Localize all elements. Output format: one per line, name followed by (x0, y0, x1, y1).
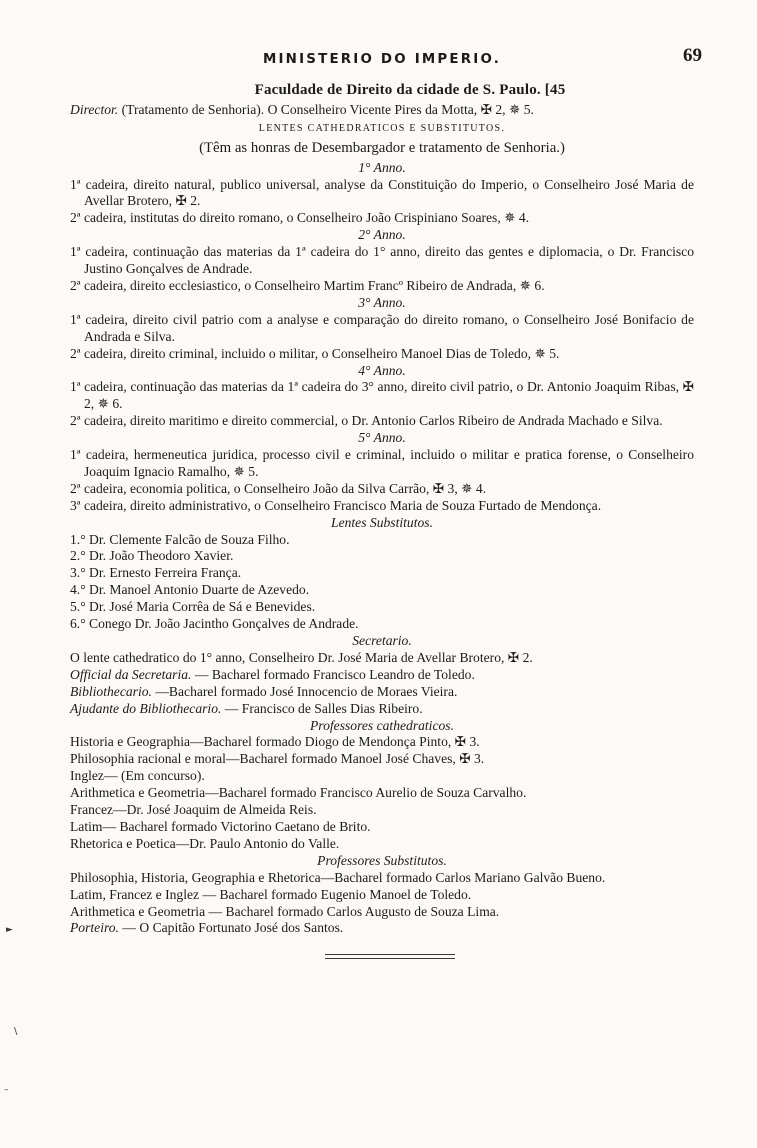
list-item: Historia e Geographia—Bacharel formado Diogo de Mendonça Pinto, ✠ 3. (70, 734, 480, 750)
porteiro-text: — O Capitão Fortunato José dos Santos. (118, 920, 344, 936)
official-label: Official da Secretaria. (70, 666, 192, 682)
list-item: Arithmetica e Geometria—Bacharel formado Francisco Aurelio de Souza Carvalho. (70, 785, 527, 801)
list-item: Rhetorica e Poetica—Dr. Paulo Antonio do Valle. (70, 835, 340, 851)
year-4-chair-2: 2ª cadeira, direito maritimo e direito commercial, o Dr. Antonio Carlos Ribeiro de Andrada Machado e Silva. (70, 413, 663, 429)
margin-dash-icon: – (4, 1085, 9, 1095)
list-item: 5.° Dr. José Maria Corrêa de Sá e Benevides. (70, 599, 316, 615)
librarian-text: —Bacharel formado José Innocencio de Moraes Vieira. (151, 683, 458, 699)
year-4-heading: 4° Anno. (358, 362, 406, 378)
official-text: — Bacharel formado Francisco Leandro de Toledo. (191, 666, 475, 682)
year-2-chair-2: 2ª cadeira, direito ecclesiastico, o Conselheiro Martim Francº Ribeiro de Andrada, ✵ 6. (70, 277, 545, 293)
list-item: Inglez— (Em concurso). (70, 768, 205, 784)
list-item: Arithmetica e Geometria — Bacharel formado Carlos Augusto de Souza Lima. (70, 903, 500, 919)
porteiro-label: Porteiro. (70, 920, 119, 936)
year-1-chair-1: 1ª cadeira, direito natural, publico universal, analyse da Constituição do Imperio, o Conselheiro José Maria de Avellar Brotero, ✠ 2. (70, 176, 694, 209)
director-label: Director. (70, 101, 119, 117)
honors-note: (Têm as honras de Desembargador e tratamento de Senhoria.) (199, 139, 565, 156)
year-3-heading: 3° Anno. (358, 294, 406, 310)
assistant-text: — Francisco de Salles Dias Ribeiro. (221, 700, 423, 716)
list-item: Francez—Dr. José Joaquim de Almeida Reis. (70, 802, 317, 818)
list-item: Latim, Francez e Inglez — Bacharel formado Eugenio Manoel de Toledo. (70, 886, 472, 902)
margin-tick-icon: \ (14, 1026, 18, 1037)
substitutos-list (70, 532, 694, 633)
year-4-chair-1: 1ª cadeira, continuação das materias da 1ª cadeira do 3° anno, direito civil patrio, o Dr. Antonio Joaquim Ribas, ✠ 2, ✵ 6. (70, 379, 694, 412)
page-header (70, 45, 702, 78)
year-5-chair-1: 1ª cadeira, hermeneutica juridica, processo civil e criminal, incluido o militar e pratica forense, o Conselheiro Joaquim Ignacio Ramalho, ✵ 5. (70, 447, 694, 479)
list-item: Philosophia, Historia, Geographia e Rhetorica—Bacharel formado Carlos Mariano Galvão Bueno. (70, 869, 606, 885)
end-rule-second (325, 958, 455, 959)
faculty-title: Faculdade de Direito da cidade de S. Paulo. [45 (254, 82, 566, 98)
official-line (70, 667, 694, 684)
assistant-librarian-line (70, 701, 694, 718)
document-page (70, 45, 702, 959)
substitutos-heading: Lentes Substitutos. (331, 514, 433, 530)
year-1-heading: 1° Anno. (358, 159, 406, 175)
secretario-heading: Secretario. (352, 633, 412, 648)
year-5-heading: 5° Anno. (358, 430, 406, 446)
list-item: 2.° Dr. João Theodoro Xavier. (70, 548, 234, 564)
assistant-label: Ajudante do Bibliothecario. (70, 700, 222, 716)
librarian-label: Bibliothecario. (70, 683, 152, 699)
list-item: Latim— Bacharel formado Victorino Caetano de Brito. (70, 818, 371, 834)
year-3-chair-1: 1ª cadeira, direito civil patrio com a analyse e comparação do direito romano, o Conselheiro José Bonifacio de Andrada e Silva. (70, 311, 694, 344)
secretary-line: O lente cathedratico do 1° anno, Conselheiro Dr. José Maria de Avellar Brotero, ✠ 2. (70, 649, 533, 665)
year-1-chair-2: 2ª cadeira, institutas do direito romano, o Conselheiro João Crispiniano Soares, ✵ 4. (70, 210, 530, 226)
year-5-chair-2: 2ª cadeira, economia politica, o Conselheiro João da Silva Carrão, ✠ 3, ✵ 4. (70, 480, 487, 496)
year-2-heading: 2° Anno. (358, 227, 406, 243)
cathedraticos-heading: Professores cathedraticos. (310, 717, 454, 733)
page-number: 69 (683, 45, 702, 66)
librarian-line (70, 684, 694, 701)
lentes-heading: LENTES CATHEDRATICOS E SUBSTITUTOS. (258, 122, 506, 134)
list-item: 1.° Dr. Clemente Falcão de Souza Filho. (70, 531, 290, 547)
end-rule (325, 954, 455, 955)
ministry-title: MINISTERIO DO IMPERIO. (262, 52, 502, 67)
director-line (70, 102, 694, 119)
list-item: Philosophia racional e moral—Bacharel formado Manoel José Chaves, ✠ 3. (70, 751, 485, 767)
year-5-chair-3: 3ª cadeira, direito administrativo, o Conselheiro Francisco Maria de Souza Furtado de Mendonça. (70, 497, 602, 513)
year-3-chair-2: 2ª cadeira, direito criminal, incluido o militar, o Conselheiro Manoel Dias de Toledo, ✵ 5. (70, 345, 560, 361)
list-item: 6.° Conego Dr. João Jacintho Gonçalves de Andrade. (70, 616, 359, 632)
prof-substitutos-heading: Professores Substitutos. (317, 852, 447, 868)
director-text: (Tratamento de Senhoria). O Conselheiro Vicente Pires da Motta, ✠ 2, ✵ 5. (121, 101, 534, 117)
year-2-chair-1: 1ª cadeira, continuação das materias da 1ª cadeira do 1° anno, direito das gentes e diplomacia, o Dr. Francisco Justino Gonçalves de Andrade. (70, 244, 694, 277)
porteiro-line (70, 920, 694, 937)
margin-arrow-icon: ► (6, 925, 13, 935)
list-item: 3.° Dr. Ernesto Ferreira França. (70, 565, 242, 581)
list-item: 4.° Dr. Manoel Antonio Duarte de Azevedo. (70, 582, 310, 598)
